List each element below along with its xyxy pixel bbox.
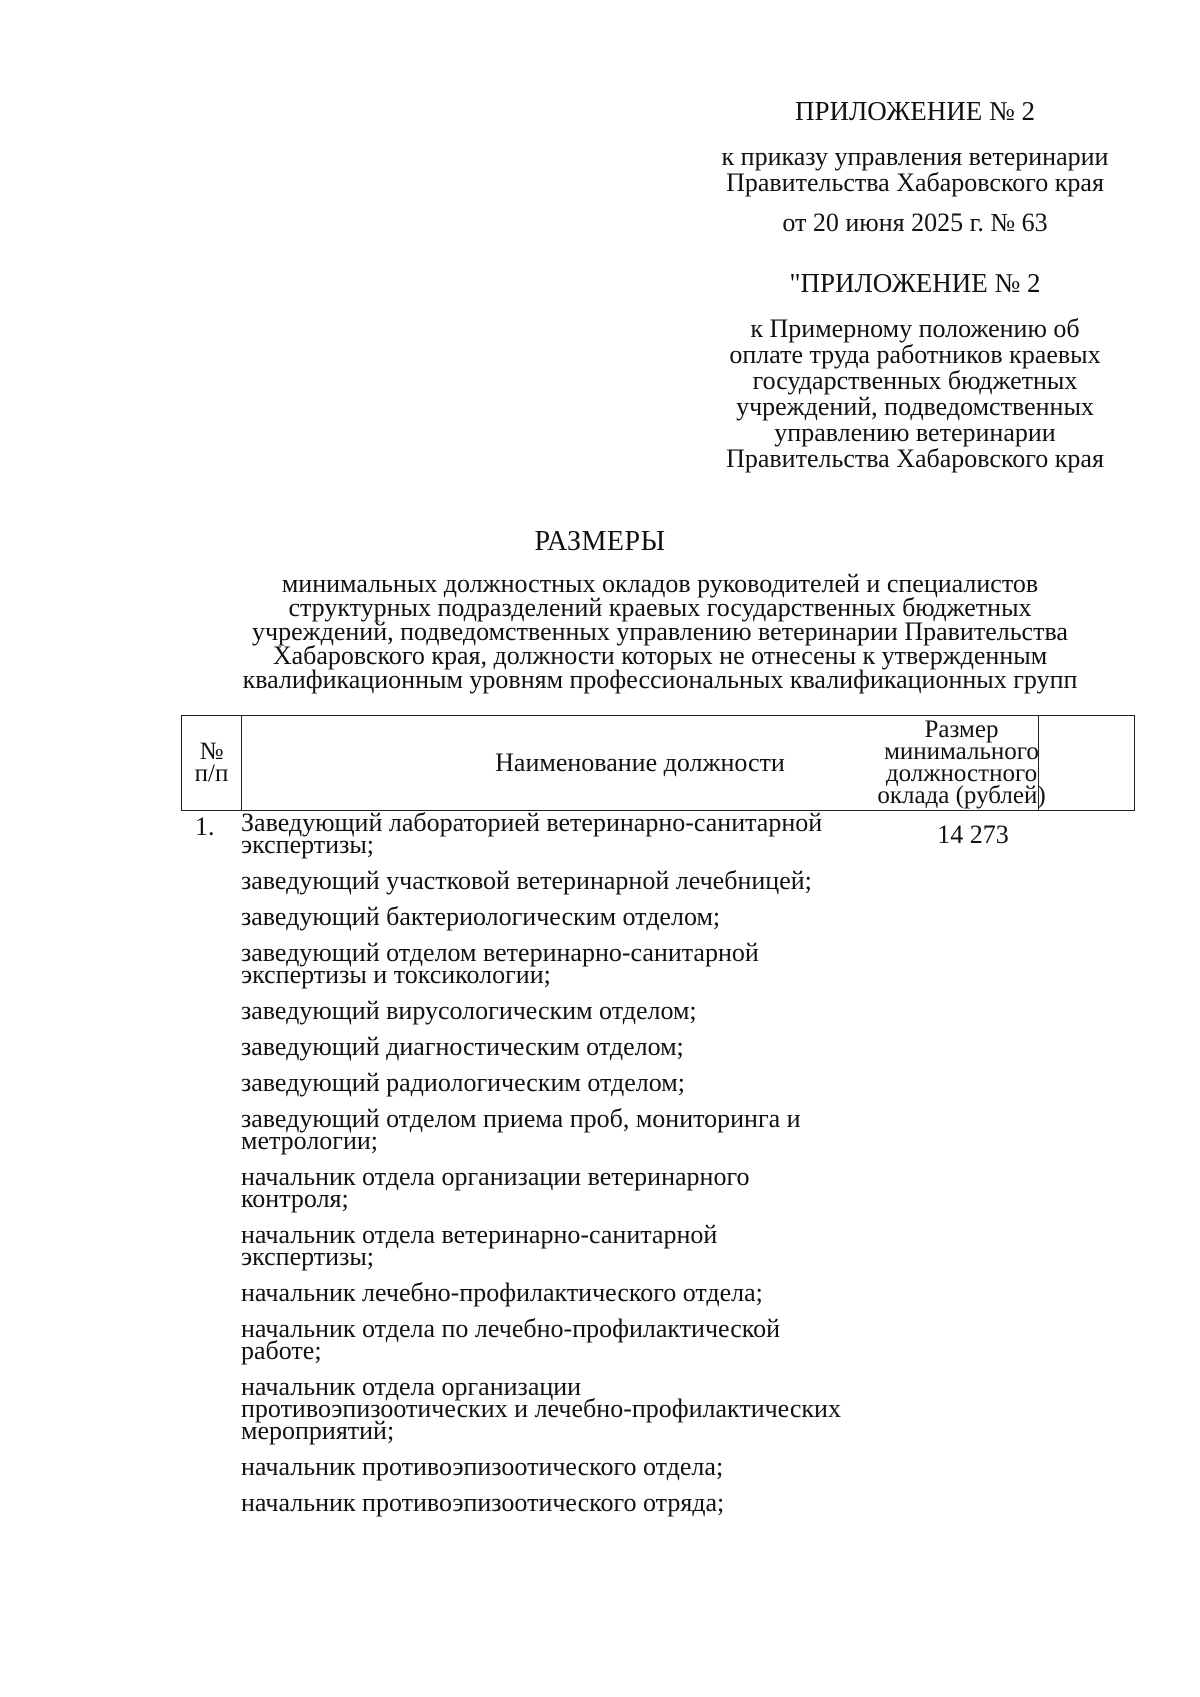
appendix-line: Правительства Хабаровского края bbox=[726, 168, 1104, 197]
position-item: начальник отдела организации ветеринарного контроля; bbox=[241, 1162, 750, 1213]
header-size-line: минимального bbox=[884, 738, 1039, 765]
appendix-line: государственных бюджетных bbox=[752, 366, 1078, 395]
order-date: от 20 июня 2025 г. № 63 bbox=[782, 208, 1048, 237]
header-number-line: п/п bbox=[194, 760, 229, 787]
subtitle-line: учреждений, подведомственных управлению ветеринарии Правительства bbox=[252, 617, 1068, 646]
appendix-line: оплате труда работников краевых bbox=[729, 340, 1101, 369]
subtitle-line: минимальных должностных окладов руководителей и специалистов bbox=[281, 569, 1039, 598]
appendix-line: к Примерному положению об bbox=[750, 314, 1080, 343]
appendix-line: к приказу управления ветеринарии bbox=[721, 142, 1109, 171]
appendix-line: учреждений, подведомственных bbox=[736, 392, 1094, 421]
appendix-heading: "ПРИЛОЖЕНИЕ № 2 bbox=[789, 268, 1041, 298]
header-position-name: Наименование должности bbox=[242, 716, 1039, 810]
position-item: заведующий бактериологическим отделом; bbox=[241, 902, 721, 931]
row-salary-value: 14 273 bbox=[937, 820, 1009, 849]
position-item: заведующий вирусологическим отделом; bbox=[241, 996, 697, 1025]
position-item: начальник отдела по лечебно-профилактической работе; bbox=[241, 1314, 780, 1365]
header-size-line: должностного bbox=[885, 760, 1038, 787]
document-subtitle bbox=[170, 569, 1150, 694]
position-item: начальник отдела ветеринарно-санитарной экспертизы; bbox=[241, 1220, 718, 1271]
row-number: 1. bbox=[195, 812, 215, 841]
header-size-line: оклада (рублей) bbox=[877, 782, 1046, 809]
position-item: заведующий радиологическим отделом; bbox=[241, 1068, 685, 1097]
position-item: начальник отдела организации противоэпизоотических и лечебно-профилактических мероприятий; bbox=[241, 1372, 841, 1445]
position-list bbox=[241, 808, 841, 1528]
appendix-regulation-reference bbox=[695, 270, 1135, 472]
appendix-line: Правительства Хабаровского края bbox=[726, 444, 1104, 473]
position-item: заведующий участковой ветеринарной лечебницей; bbox=[241, 866, 812, 895]
position-item: заведующий диагностическим отделом; bbox=[241, 1032, 684, 1061]
table-header bbox=[181, 715, 1135, 811]
appendix-line: управлению ветеринарии bbox=[774, 418, 1056, 447]
position-item: заведующий отделом ветеринарно-санитарной экспертизы и токсикологии; bbox=[241, 938, 759, 989]
header-salary-size bbox=[789, 716, 1134, 810]
subtitle-line: структурных подразделений краевых государственных бюджетных bbox=[288, 593, 1032, 622]
header-number bbox=[182, 716, 242, 810]
position-item: заведующий отделом приема проб, мониторинга и метрологии; bbox=[241, 1104, 801, 1155]
appendix-heading: ПРИЛОЖЕНИЕ № 2 bbox=[794, 96, 1036, 126]
subtitle-line: Хабаровского края, должности которых не отнесены к утвержденным bbox=[272, 641, 1048, 670]
position-item: начальник противоэпизоотического отдела; bbox=[241, 1452, 724, 1481]
subtitle-line: квалификационным уровням профессиональных квалификационных групп bbox=[242, 665, 1078, 694]
document-title: РАЗМЕРЫ bbox=[534, 526, 666, 557]
position-item: начальник противоэпизоотического отряда; bbox=[241, 1488, 725, 1517]
header-size-line: Размер bbox=[924, 716, 999, 743]
header-number-line: № bbox=[199, 738, 224, 765]
position-item: Заведующий лабораторией ветеринарно-санитарной экспертизы; bbox=[241, 808, 823, 859]
position-item: начальник лечебно-профилактического отдела; bbox=[241, 1278, 763, 1307]
appendix-order-reference bbox=[695, 98, 1135, 236]
